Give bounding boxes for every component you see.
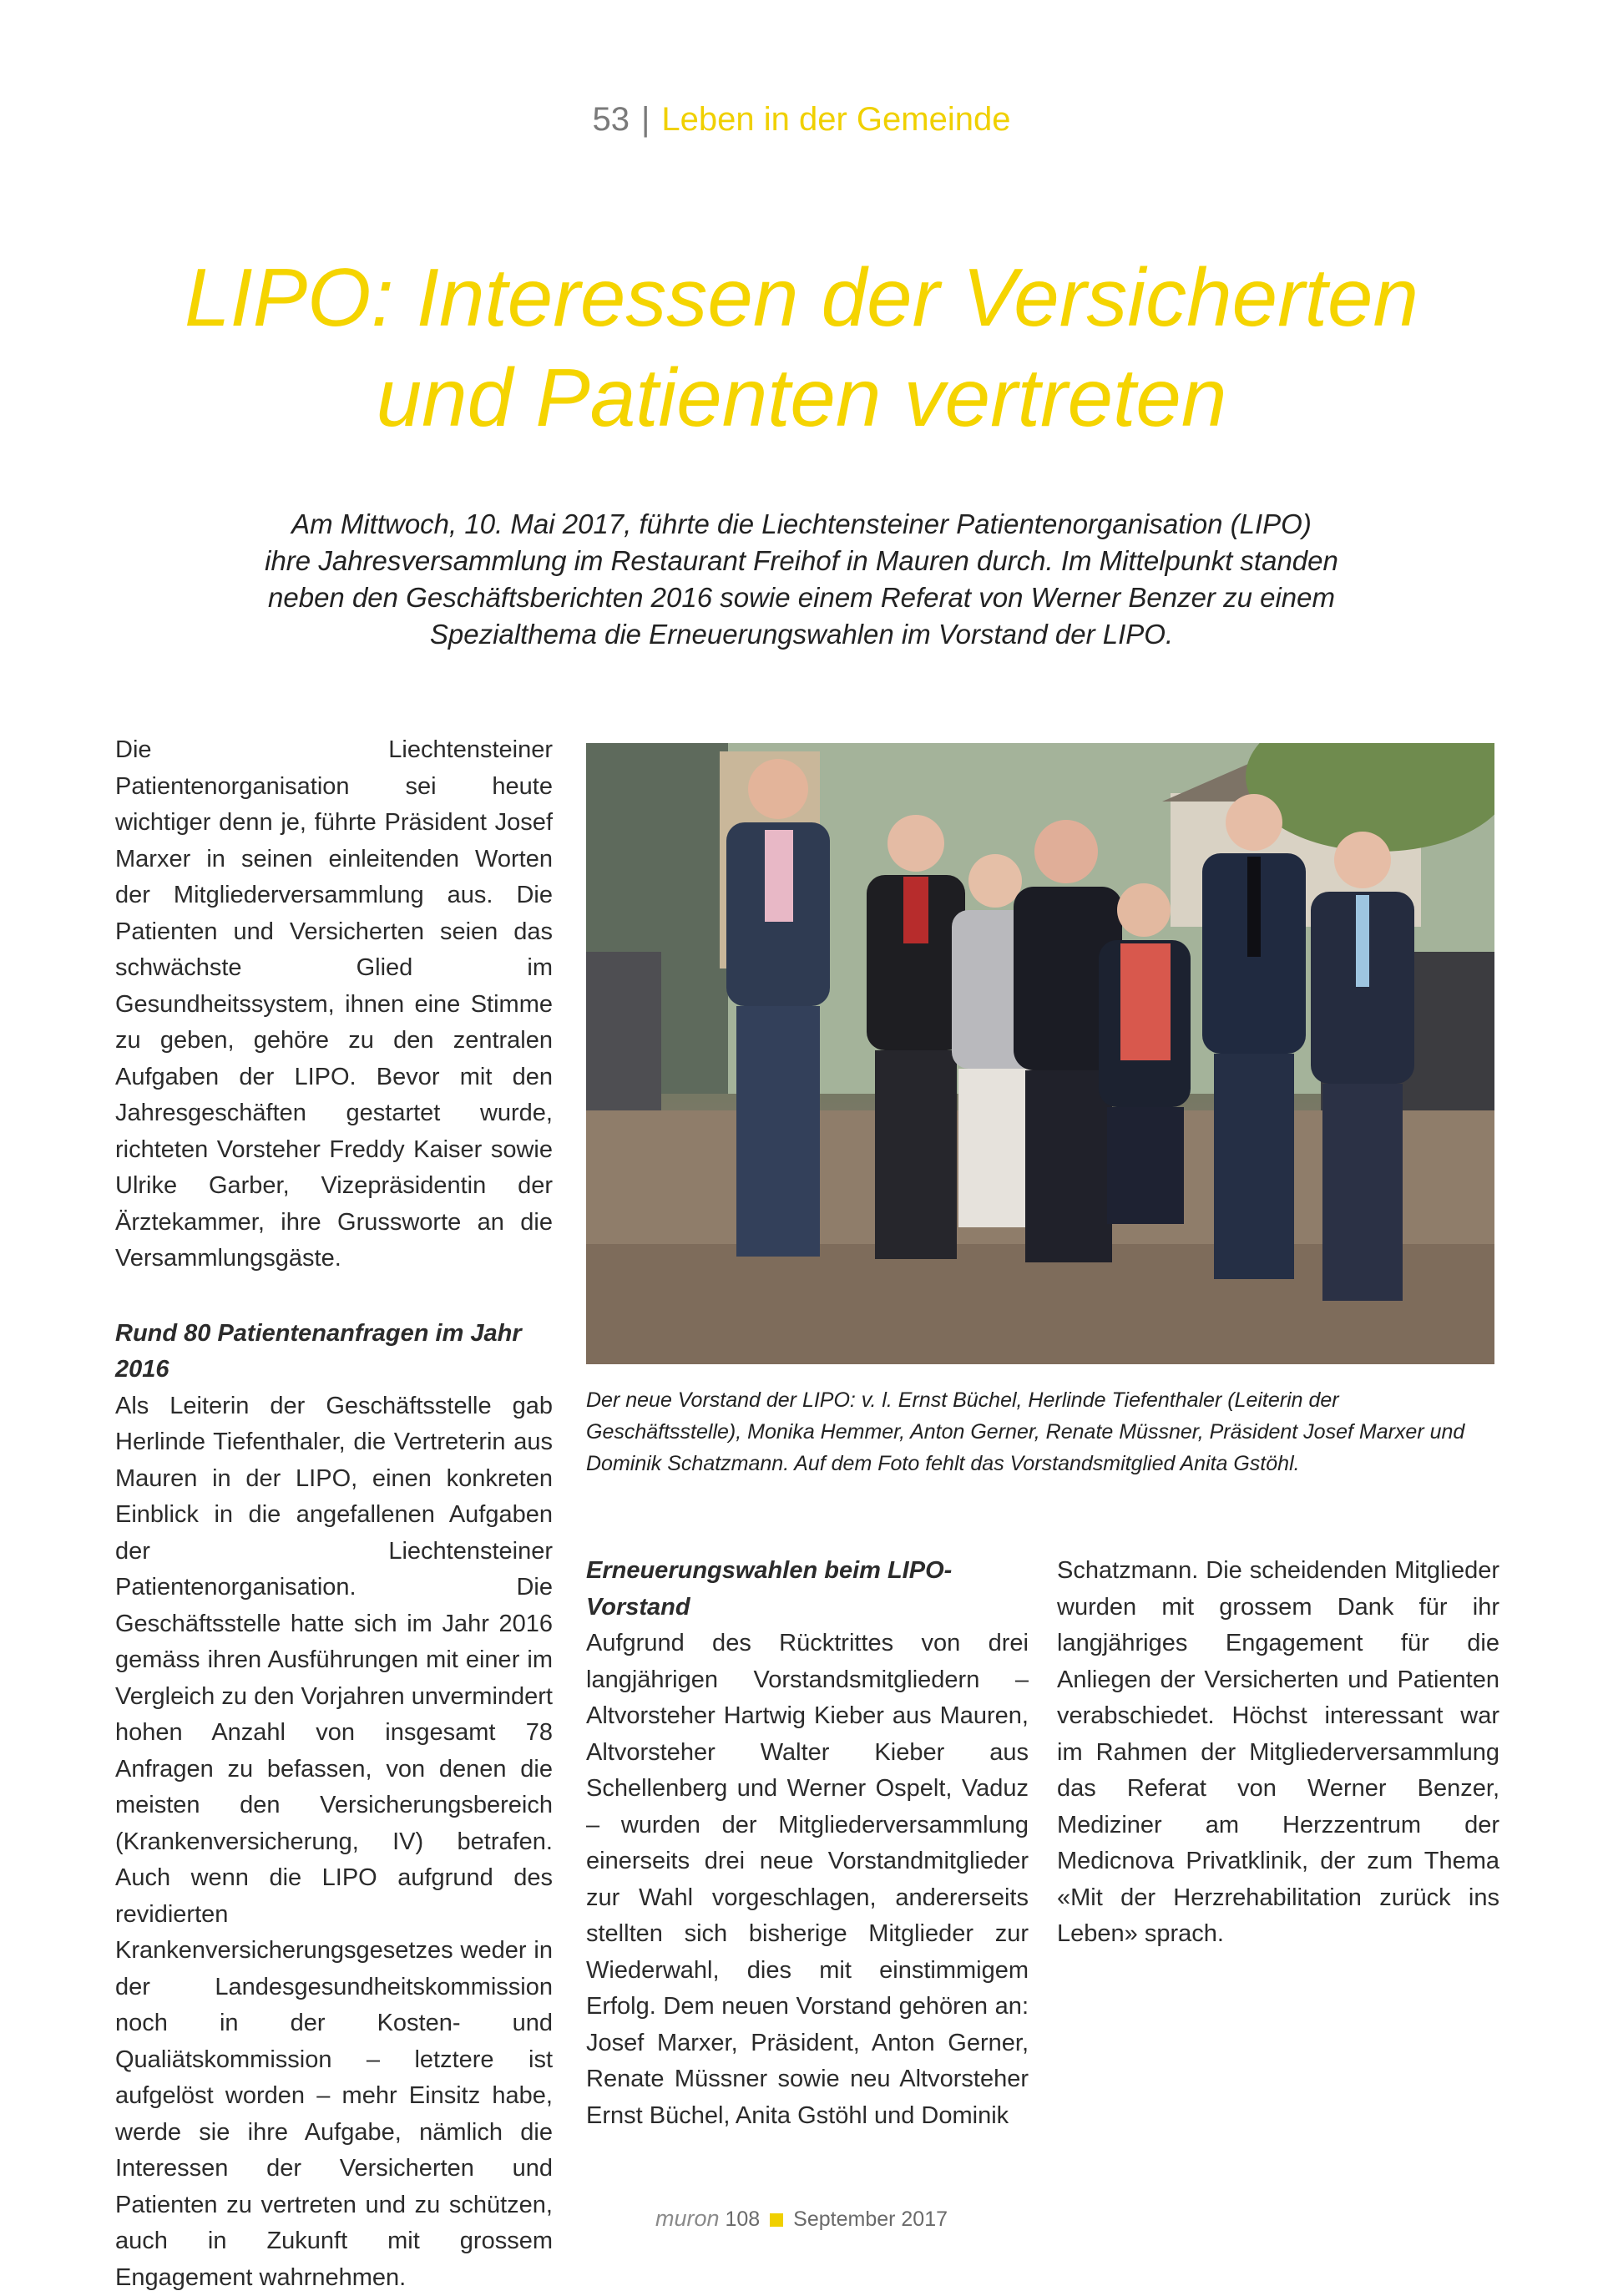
issue-date: September 2017 — [793, 2207, 948, 2231]
title-line-2: und Patienten vertreten — [0, 347, 1603, 448]
section-title: Leben in der Gemeinde — [661, 101, 1010, 138]
body-paragraph: Als Leiterin der Geschäftsstelle gab Herlinde Tiefenthaler, die Vertreterin aus Mauren in der LIPO, einen konkreten Einblick in die angefallenen Aufgaben der Liechtensteiner Patientenorganisation. Die Geschäftsstelle hatte sich im Jahr 2016 gemäss ihren Ausführungen mit einer im Vergleich zu den Vorjahren unvermindert hohen Anzahl von insgesamt 78 Anfragen zu befassen, von denen die meisten den Versicherungsbereich (Krankenversicherung, IV) betrafen. Auch wenn die LIPO aufgrund des revidierten Krankenversicherungsgesetzes weder in der Landesgesundheitskommission noch in der Kosten- und Qualiätskommission – letztere ist aufgelöst worden – mehr Einsitz habe, werde sie ihre Aufgabe, nämlich die Interessen der Versicherten und Patienten zu vertreten und zu schützen, auch in Zukunft mit grossem Engagement wahrnehmen. — [115, 1388, 553, 2296]
issue-number: 108 — [725, 2207, 760, 2231]
page-footer — [0, 2206, 1603, 2232]
title-line-1: LIPO: Interessen der Versicherten — [0, 247, 1603, 347]
square-bullet-icon — [770, 2213, 783, 2227]
lead-line: Am Mittwoch, 10. Mai 2017, führte die Liechtensteiner Patientenorganisation (LIPO) — [209, 506, 1394, 543]
group-photo-illustration — [586, 743, 1494, 1364]
text-column-2 — [586, 1553, 1029, 2134]
lead-line: ihre Jahresversammlung im Restaurant Freihof in Mauren durch. Im Mittelpunkt standen — [209, 543, 1394, 579]
subheading-erneuerungswahlen: Erneuerungswahlen beim LIPO-Vorstand — [586, 1553, 1029, 1626]
text-column-1 — [115, 732, 553, 2296]
subheading-patientenanfragen: Rund 80 Patientenanfragen im Jahr 2016 — [115, 1316, 553, 1388]
text-column-3 — [1057, 1553, 1499, 1953]
article-lead — [209, 506, 1394, 653]
photo-caption: Der neue Vorstand der LIPO: v. l. Ernst Büchel, Herlinde Tiefenthaler (Leiterin der Geschäftsstelle), Monika Hemmer, Anton Gerner, Renate Müssner, Präsident Josef Marxer und Dominik Schatzmann. Auf dem Foto fehlt das Vorstandsmitglied Anita Gstöhl. — [586, 1384, 1494, 1479]
header-separator: | — [641, 101, 650, 138]
intro-paragraph: Die Liechtensteiner Patientenorganisation sei heute wichtiger denn je, führte Präsident Josef Marxer in seinen einleitenden Worten der Mitgliederversammlung aus. Die Patienten und Versicherten seien das schwächste Glied im Gesundheitssystem, ihnen eine Stimme zu geben, gehöre zu den zentralen Aufgaben der LIPO. Bevor mit den Jahresgeschäften gestartet wurde, richteten Vorsteher Freddy Kaiser sowie Ulrike Garber, Vizepräsidentin der Ärztekammer, ihre Grussworte an die Versammlungsgäste. — [115, 732, 553, 1277]
lead-line: Spezialthema die Erneuerungswahlen im Vorstand der LIPO. — [209, 616, 1394, 653]
body-paragraph: Schatzmann. Die scheidenden Mitglieder wurden mit grossem Dank für ihr langjähriges Engagement für die Anliegen der Versicherten und Patienten verabschiedet. Höchst interessant war im Rahmen der Mitgliederversammlung das Referat von Werner Benzer, Mediziner am Herzzentrum der Medicnova Privatklinik, der zum Thema «Mit der Herzrehabilitation zurück ins Leben» sprach. — [1057, 1553, 1499, 1953]
page-number: 53 — [593, 101, 630, 138]
page-header — [0, 99, 1603, 140]
lead-line: neben den Geschäftsberichten 2016 sowie einem Referat von Werner Benzer zu einem — [209, 579, 1394, 616]
group-photo — [586, 743, 1494, 1364]
body-paragraph: Aufgrund des Rücktrittes von drei langjährigen Vorstandsmitgliedern – Altvorsteher Hartwig Kieber aus Mauren, Altvorsteher Walter Kieber aus Schellenberg und Werner Ospelt, Vaduz – wurden der Mitgliederversammlung einerseits drei neue Vorstandmitglieder zur Wahl vorgeschlagen, andererseits stellten sich bisherige Mitglieder zur Wiederwahl, dies mit einstimmigem Erfolg. Dem neuen Vorstand gehören an: Josef Marxer, Präsident, Anton Gerner, Renate Müssner sowie neu Altvorsteher Ernst Büchel, Anita Gstöhl und Dominik — [586, 1626, 1029, 2134]
magazine-brand: muron — [655, 2206, 720, 2231]
article-title — [0, 247, 1603, 448]
